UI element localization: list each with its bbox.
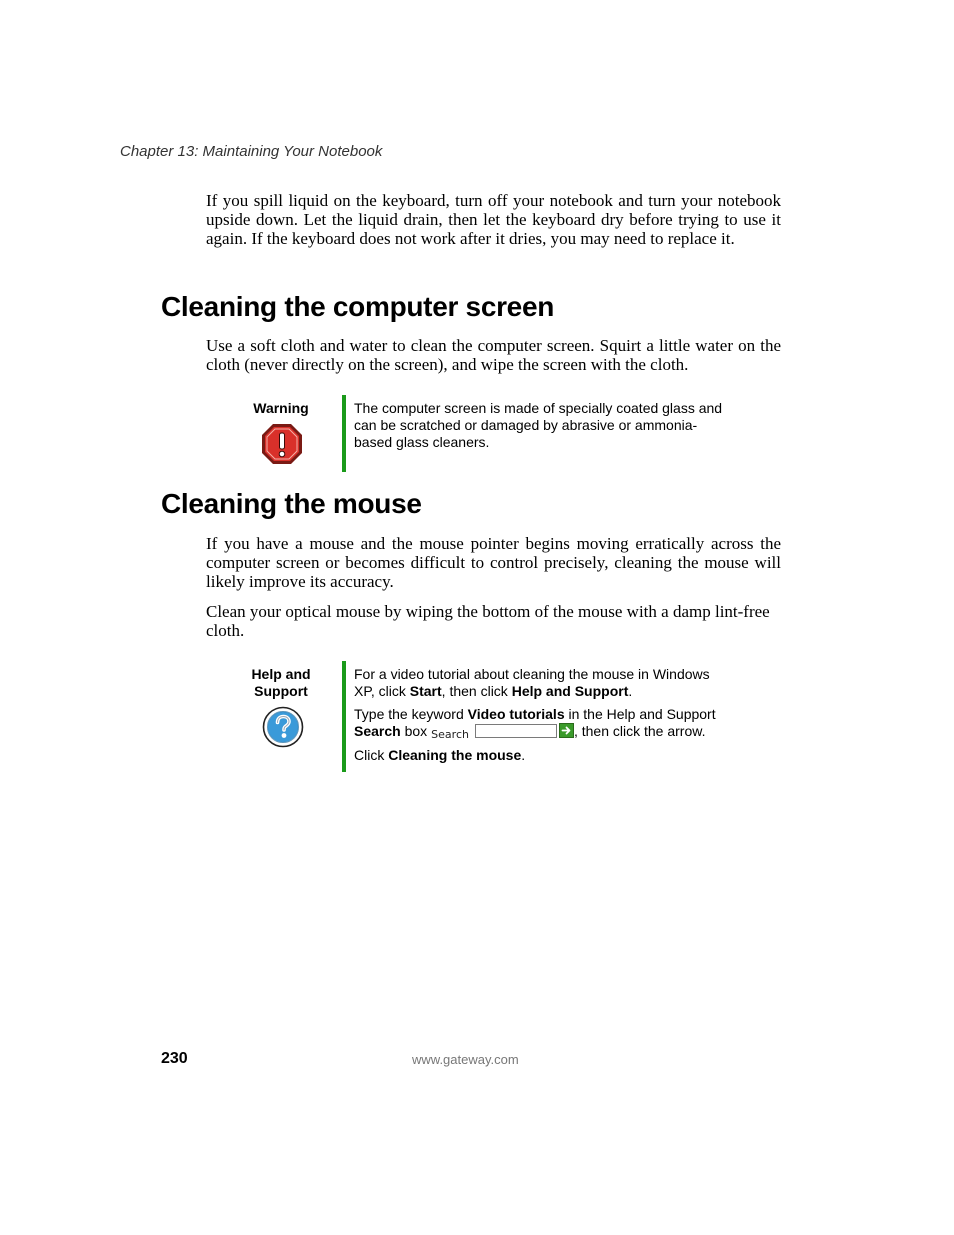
mouse-paragraph-1: If you have a mouse and the mouse pointer begins moving erratically across the computer screen or becomes difficult to control precisely, cleaning the mouse will likely improve its accuracy. [206,534,781,591]
help-cleaning-mouse-term: Cleaning the mouse [388,747,522,763]
footer-url: www.gateway.com [412,1052,519,1067]
help-question-icon [262,706,304,748]
running-head: Chapter 13: Maintaining Your Notebook [120,143,383,160]
warning-accent-bar [342,395,346,472]
warning-stop-icon [260,422,304,466]
help-line2-end: , then click the arrow. [573,723,706,739]
help-line2-mid: in the Help and Support [564,706,716,722]
mouse-paragraph-2: Clean your optical mouse by wiping the bottom of the mouse with a damp lint-free cloth. [206,602,770,640]
search-input-illustration [475,724,557,738]
heading-cleaning-mouse: Cleaning the mouse [161,488,422,519]
page-number: 230 [161,1050,188,1067]
heading-cleaning-screen: Cleaning the computer screen [161,291,555,322]
help-label-line1: Help and [251,666,311,682]
search-box-label: Search [431,728,469,741]
intro-paragraph: If you spill liquid on the keyboard, turn off your notebook and turn your notebook upside down. Let the liquid drain, then let the keyboard dry before trying to use it again. If the keyboard does not work after it dries, you may need to replace it. [206,191,781,248]
help-line3-end: . [521,747,526,763]
help-accent-bar [342,661,346,772]
help-line1-text: For a video tutorial about cleaning the mouse in Windows XP, click [354,666,710,699]
help-line3-text: Click [354,747,389,763]
help-line2-text: Type the keyword [354,706,468,722]
help-search-term: Search [354,723,401,739]
help-start-term: Start [409,683,442,699]
help-text-line1 [354,666,729,700]
help-video-tutorials-term: Video tutorials [467,706,565,722]
search-arrow-icon [559,723,574,738]
help-text-line3 [354,747,729,764]
help-box-word: box [400,723,428,739]
help-text-line2 [354,706,729,743]
help-line1-end: . [628,683,633,699]
help-label [231,666,331,700]
help-label-line2: Support [254,683,308,699]
help-line1-mid: , then click [441,683,512,699]
warning-text: The computer screen is made of specially coated glass and can be scratched or damaged by abrasive or ammonia-based glass cleaners. [354,400,723,450]
screen-paragraph: Use a soft cloth and water to clean the computer screen. Squirt a little water on the cloth (never directly on the screen), and wipe the screen with the cloth. [206,336,781,374]
help-help-and-support-term: Help and Support [511,683,629,699]
warning-label: Warning [253,400,309,416]
